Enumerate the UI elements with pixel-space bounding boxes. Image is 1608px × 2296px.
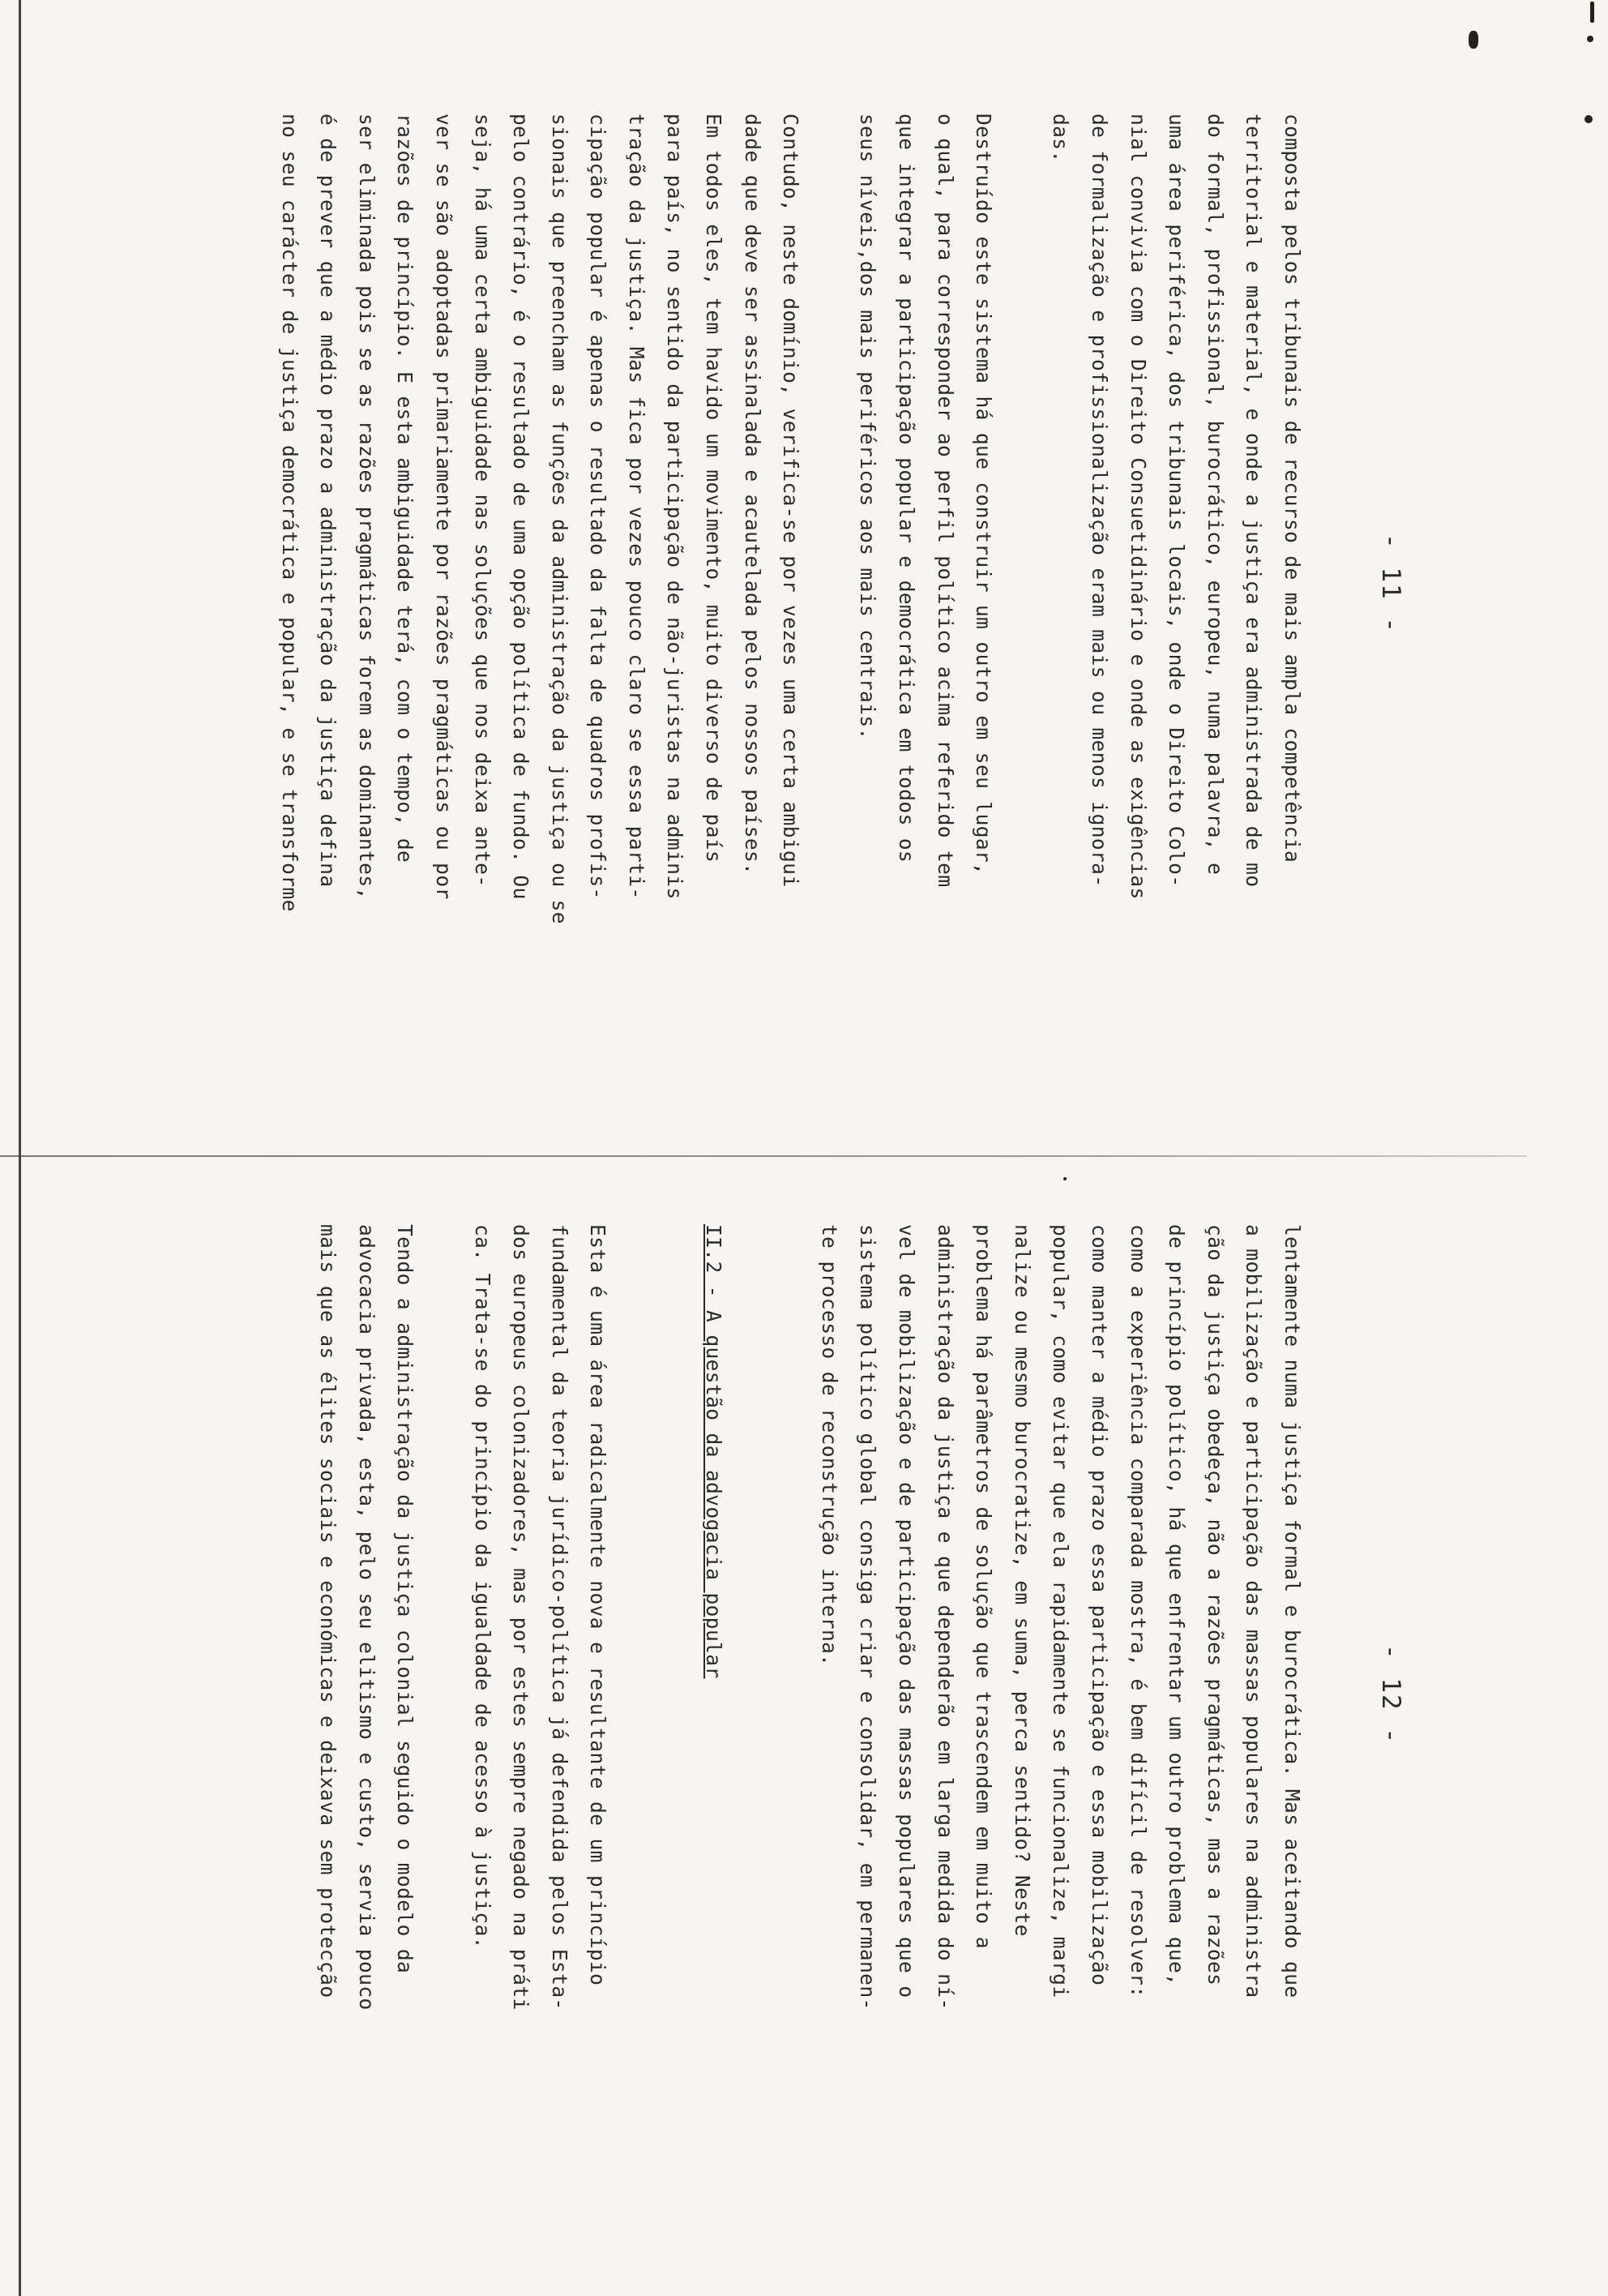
text-line: de princípio político, há que enfrentar um outro problema que, [1165,1224,1189,1986]
page-number: - 11 - [1376,533,1405,634]
text-line: Em todos eles, tem havido um movimento, muito diverso de país [702,114,726,863]
text-line: dade que deve ser assinalada e acautelada pelos nossos países. [740,114,764,876]
text-line: cipação popular é apenas o resultado da falta de quadros profis- [586,114,610,900]
text-line: nial convivia com o Direito Consuetidinário e onde as exigências [1126,114,1150,900]
text-line: de formalização e profissionalização eram mais ou menos ignora- [1088,114,1112,888]
page-body [270,114,1311,1111]
page-number: - 12 - [1376,1644,1405,1745]
text-line: ção da justiça obedeça, não a razões pragmáticas, mas a razões [1203,1224,1227,1986]
paragraph [270,114,810,1111]
page-body [309,1224,1311,2221]
text-line: razões de princípio. E esta ambiguidade terá, com o tempo, de [393,114,417,863]
text-line: uma área periférica, dos tribunais locais, onde o Direito Colo- [1165,114,1189,888]
section-heading: II.2 - A questão da advogacia popular [702,1224,726,1679]
text-line: seja, há uma certa ambiguidade nas soluções que nos deixa ante- [470,114,494,888]
paragraph [1041,114,1311,1111]
text-line: territorial e material, e onde a justiça era administrada de mo [1242,114,1266,888]
text-line: fundamental da teoria jurídico-política já defendida pelos Esta- [547,1224,571,2011]
text-line: o qual, para corresponder ao perfil político acima referido tem [933,114,957,888]
text-line: como manter a médio prazo essa participação e essa mobilização [1088,1224,1112,1986]
text-line: no seu carácter de justiça democrática e popular, e se transforme [277,114,302,912]
paragraph [810,1224,1311,2221]
text-line: do formal, profissional, burocrático, europeu, numa palavra, e [1203,114,1227,876]
text-line: vel de mobilização e de participação das massas populares que o [895,1224,919,1998]
text-line: administração da justiça e que dependerão em larga medida do ní- [933,1224,957,2011]
page-11 [0,57,1608,1135]
text-line: pelo contrário, é o resultado de uma opção política de fundo. Ou [509,114,533,900]
text-line: te processo de reconstrução interna. [817,1224,841,1667]
text-line: advocacia privada, esta, pelo seu elitismo e custo, servia pouco [354,1224,378,2011]
text-line: problema há parâmetros de solução que trascendem em muito a [972,1224,996,1949]
text-line: a mobilização e participação das massas populares na administra [1242,1224,1266,1998]
text-line: é de prever que a médio prazo a administração da justiça defina [316,114,340,888]
scan-speck [1584,115,1593,123]
scan-speck [1469,31,1478,49]
scan-speck [1063,1177,1067,1180]
text-line: que integrar a participação popular e democrática em todos os [895,114,919,863]
text-line: lentamente numa justiça formal e burocrática. Mas aceitando que [1281,1224,1304,1998]
text-line: Contudo, neste domínio, verifica-se por vezes uma certa ambigui [779,114,803,888]
paragraph [309,1224,425,2221]
scan-speck [1587,36,1593,42]
text-line: ver se são adoptadas primariamente por razões pragmáticas ou por [431,114,455,900]
text-line: como a experiência comparada mostra, é bem difícil de resolver: [1126,1224,1150,1998]
text-line: ser eliminada pois se as razões pragmáticas forem as dominantes, [354,114,378,900]
text-line: Esta é uma área radicalmente nova e resultante de um princípio [586,1224,610,1986]
section-heading-paragraph [695,1224,733,2221]
text-line: popular, como evitar que ela rapidamente se funcionalize, margi [1049,1224,1073,1998]
page-divider [0,1155,1527,1157]
text-line: seus níveis,dos mais periféricos aos mais centrais. [856,114,880,740]
text-line: das. [1049,114,1073,163]
text-line: Tendo a administração da justiça colonial seguido o modelo da [393,1224,417,1974]
page-12 [0,1167,1608,2246]
text-line: Destruído este sistema há que construir um outro em seu lugar, [972,114,996,876]
text-line: tração da justiça. Mas fica por vezes pouco claro se essa parti- [624,114,648,900]
paragraph [849,114,1003,1111]
text-line: para país, no sentido da participação de não-juristas na adminis [663,114,687,900]
paragraph [463,1224,617,2221]
text-line: ca. Trata-se do princípio da igualdade de acesso à justiça. [470,1224,494,1949]
scan-speck [1590,2,1594,23]
text-line: dos europeus colonizadores, mas por estes sempre negado na práti [509,1224,533,2011]
text-line: mais que as élites sociais e económicas e deixava sem protecção [316,1224,340,1998]
text-line: nalize ou mesmo burocratize, em suma, perca sentido? Neste [1010,1224,1034,1937]
scan-edge-line [19,0,21,2296]
text-line: sistema político global consiga criar e consolidar, em permanen- [856,1224,880,2011]
text-line: sionais que preencham as funções da administração da justiça ou se [547,114,571,924]
text-line: composta pelos tribunais de recurso de mais ampla competência [1281,114,1304,863]
